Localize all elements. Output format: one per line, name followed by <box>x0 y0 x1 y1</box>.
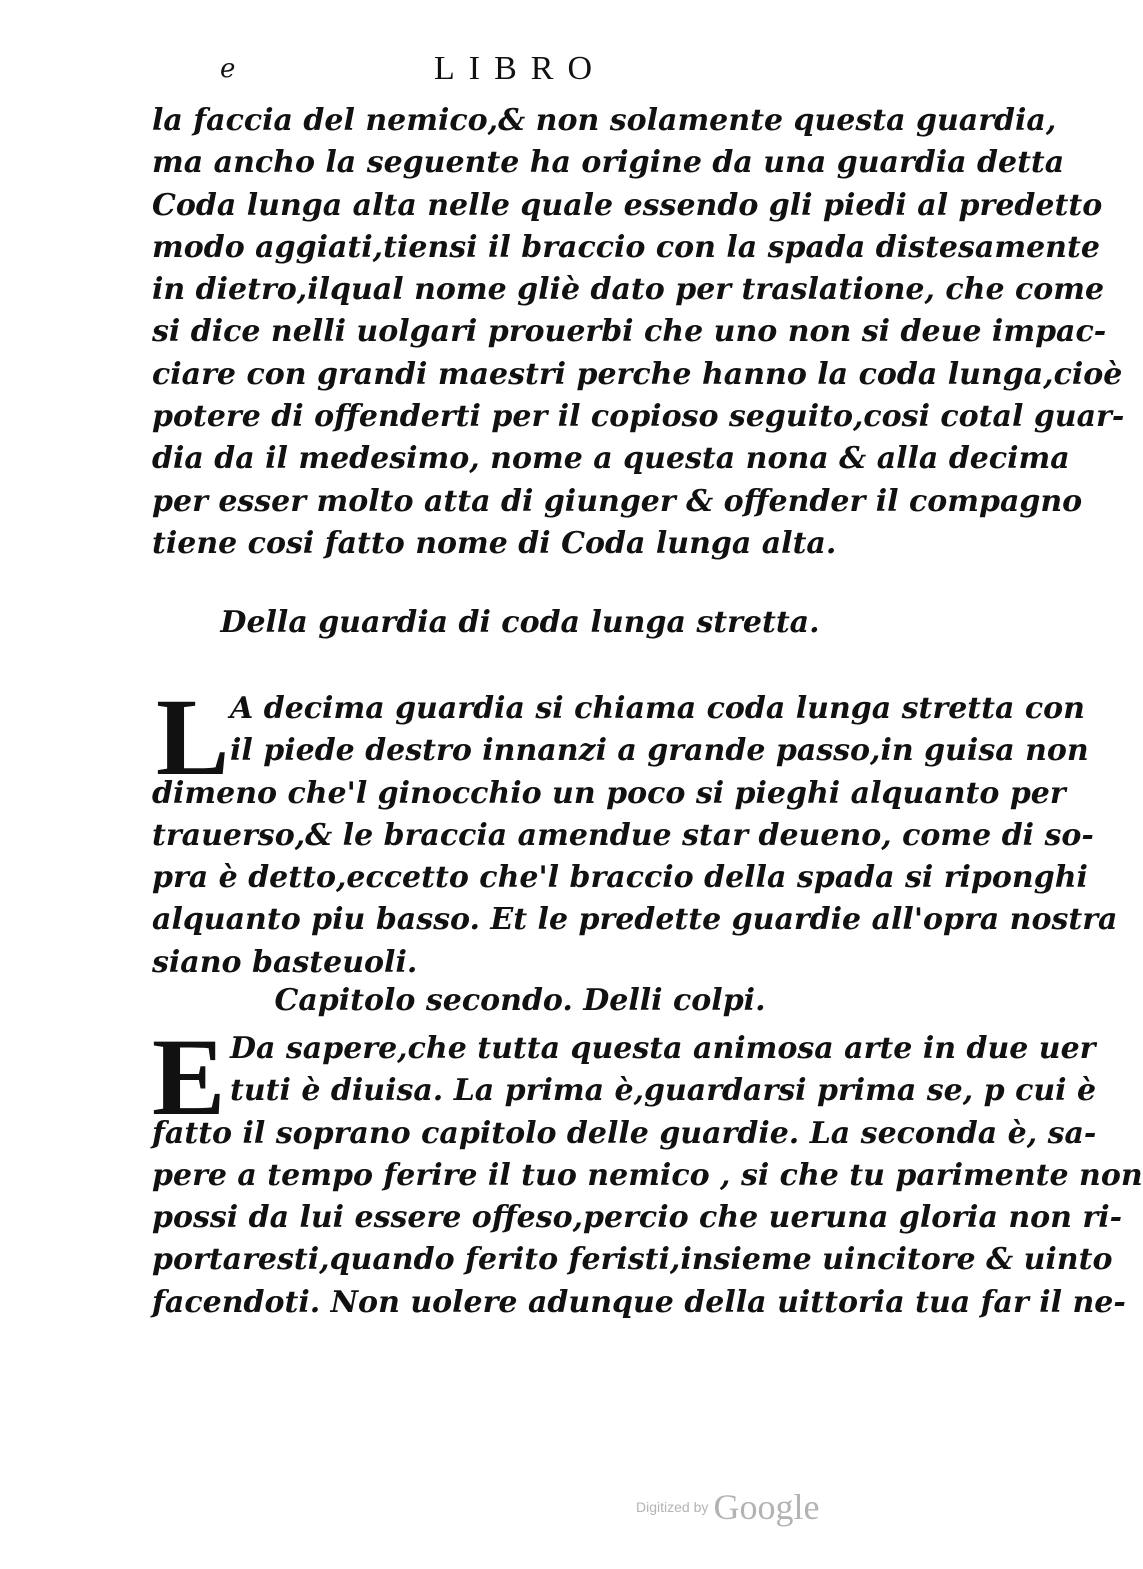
text-line: possi da lui essere offeso,percio che ueruna gloria non ri- <box>152 1200 1123 1236</box>
text-line: facendoti. Non uolere adunque della uittoria tua far il ne- <box>152 1284 1126 1320</box>
paragraph-1 <box>152 100 1125 565</box>
paragraph-2 <box>152 676 1118 984</box>
text-line: trauerso,& le braccia amendue star deueno, come di so- <box>152 817 1094 853</box>
watermark-prefix: Digitized by <box>636 1499 709 1515</box>
text-line: in dietro,ilqual nome gliè dato per traslatione, che come <box>152 272 1105 308</box>
text-line: pere a tempo ferire il tuo nemico , si che tu parimente non <box>152 1157 1143 1193</box>
text-line: potere di offenderti per il copioso seguito,cosi cotal guar- <box>152 399 1125 435</box>
text-line: Coda lunga alta nelle quale essendo gli piedi al predetto <box>152 187 1103 223</box>
drop-cap-initial: E <box>152 1016 226 1138</box>
text-line: ciare con grandi maestri perche hanno la coda lunga,cioè <box>152 356 1123 392</box>
google-logo: Google <box>713 1487 820 1527</box>
page-header <box>150 50 890 90</box>
paragraph-3 <box>152 1016 1143 1324</box>
text-line: il piede destro innanzi a grande passo,in guisa non <box>230 733 1089 769</box>
page-number: e <box>220 54 236 84</box>
text-line: tiene cosi fatto nome di Coda lunga alta. <box>152 525 837 561</box>
section-heading-1: Della guardia di coda lunga stretta. <box>220 605 820 640</box>
text-line: si dice nelli uolgari prouerbi che uno non si deue impac- <box>152 314 1107 350</box>
text-line: dimeno che'l ginocchio un poco si pieghi alquanto per <box>152 775 1066 811</box>
text-line: portaresti,quando ferito feristi,insieme uincitore & uinto <box>152 1242 1113 1278</box>
drop-cap-initial: L <box>156 676 230 798</box>
text-line: siano basteuoli. <box>152 944 418 980</box>
text-line: fatto il soprano capitolo delle guardie. La seconda è, sa- <box>152 1115 1097 1151</box>
text-line: tuti è diuisa. La prima è,guardarsi prima se, p cui è <box>230 1073 1097 1109</box>
text-line: pra è detto,eccetto che'l braccio della spada si riponghi <box>152 860 1088 896</box>
text-line: modo aggiati,tiensi il braccio con la spada distesamente <box>152 229 1100 265</box>
text-line: alquanto piu basso. Et le predette guardie all'opra nostra <box>152 902 1118 938</box>
text-line: dia da il medesimo, nome a questa nona & alla decima <box>152 441 1070 477</box>
text-line: per esser molto atta di giunger & offender il compagno <box>152 483 1083 519</box>
digitized-watermark <box>636 1486 819 1528</box>
text-line: A decima guardia si chiama coda lunga stretta con <box>230 691 1085 726</box>
text-line: la faccia del nemico,& non solamente questa guardia, <box>152 103 1057 138</box>
text-line: Da sapere,che tutta questa animosa arte in due uer <box>230 1031 1096 1066</box>
section-heading-2: Capitolo secondo. Delli colpi. <box>274 983 766 1018</box>
text-line: ma ancho la seguente ha origine da una guardia detta <box>152 145 1065 181</box>
running-head: LIBRO <box>434 50 606 87</box>
